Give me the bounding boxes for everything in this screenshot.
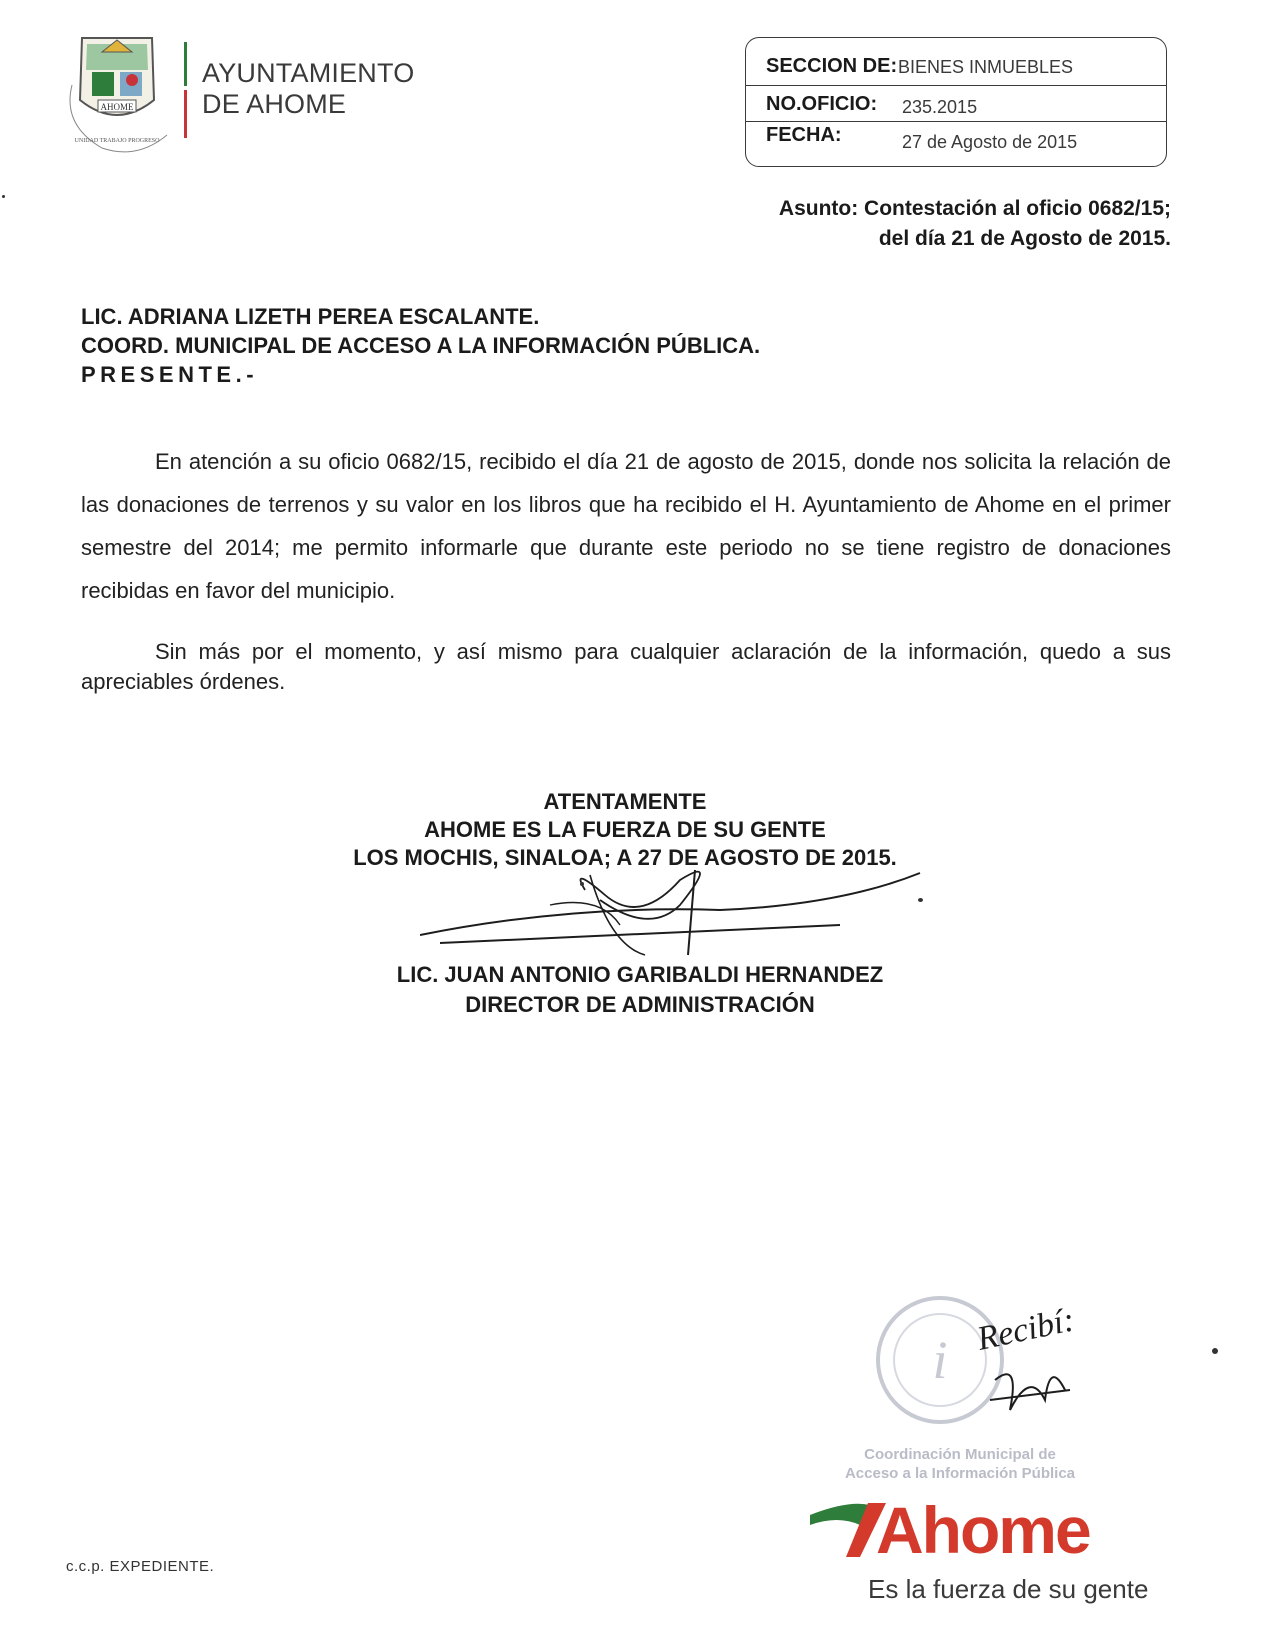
org-name-line1: AYUNTAMIENTO [202,58,415,88]
scan-speck [2,195,5,198]
addressee-position: COORD. MUNICIPAL DE ACCESO A LA INFORMACIÓN PÚBLICA. [81,333,761,358]
carbon-copy-note: c.c.p. EXPEDIENTE. [66,1558,215,1575]
date-label: FECHA: [766,124,842,146]
section-label: SECCION DE: [766,55,898,77]
signer-block [330,960,950,1020]
number-value: 235.2015 [902,97,978,117]
crest-motto-text: UNIDAD TRABAJO PROGRESO [74,138,160,144]
stamp-caption-line2: Acceso a la Información Pública [844,1465,1076,1482]
ahome-brand-wordmark: Ahome [876,1493,1090,1567]
signer-title: DIRECTOR DE ADMINISTRACIÓN [465,992,815,1017]
scan-speck [918,898,923,902]
reference-box [745,37,1167,167]
stamp-handwritten-text: Recibí: [973,1301,1078,1358]
body-paragraph-1: En atención a su oficio 0682/15, recibido el día 21 de agosto de 2015, donde nos solicita la relación de las donaciones de terrenos y su valor en los libros que ha recibido el H. Ayuntamiento de Ahome en el primer semestre del 2014; me permito informarle que durante este periodo no se tiene registro de donaciones recibidas en favor del municipio. [81,449,1171,603]
closing-line2: AHOME ES LA FUERZA DE SU GENTE [424,817,826,842]
scan-speck [1212,1348,1218,1354]
reference-row-date [746,122,1166,162]
subject [779,194,1171,254]
addressee-name: LIC. ADRIANA LIZETH PEREA ESCALANTE. [81,304,540,329]
received-stamp [870,1290,1100,1465]
addressee-block [81,302,760,389]
reference-row-section [746,45,1166,86]
closing-line1: ATENTAMENTE [543,789,707,814]
closing-line3: LOS MOCHIS, SINALOA; A 27 DE AGOSTO DE 2015. [353,845,897,870]
subject-line1: Asunto: Contestación al oficio 0682/15; [778,197,1171,220]
ahome-brand-tagline: Es la fuerza de su gente [868,1574,1149,1604]
stamp-caption [810,1445,1110,1483]
stamp-caption-line1: Coordinación Municipal de [864,1446,1056,1463]
signer-name: LIC. JUAN ANTONIO GARIBALDI HERNANDEZ [396,962,884,987]
scan-speck [580,882,584,886]
addressee-greeting: PRESENTE.- [81,362,259,387]
section-value: BIENES INMUEBLES [898,57,1074,77]
org-name-line2: DE AHOME [202,89,347,119]
svg-text:i: i [932,1330,948,1390]
municipal-crest-logo [62,30,172,160]
letter-body [81,440,1171,697]
organization-name [202,58,414,120]
letterhead-red-bar [184,90,187,138]
date-value: 27 de Agosto de 2015 [902,132,1078,152]
crest-banner-text: AHOME [100,102,134,112]
body-paragraph-2: Sin más por el momento, y así mismo para cualquier aclaración de la información, quedo a sus apreciables órdenes. [81,639,1171,694]
number-label: NO.OFICIO: [766,93,878,115]
letterhead-green-bar [184,42,187,86]
subject-line2: del día 21 de Agosto de 2015. [878,227,1171,250]
closing-block [310,788,940,872]
reference-row-number [746,85,1166,122]
